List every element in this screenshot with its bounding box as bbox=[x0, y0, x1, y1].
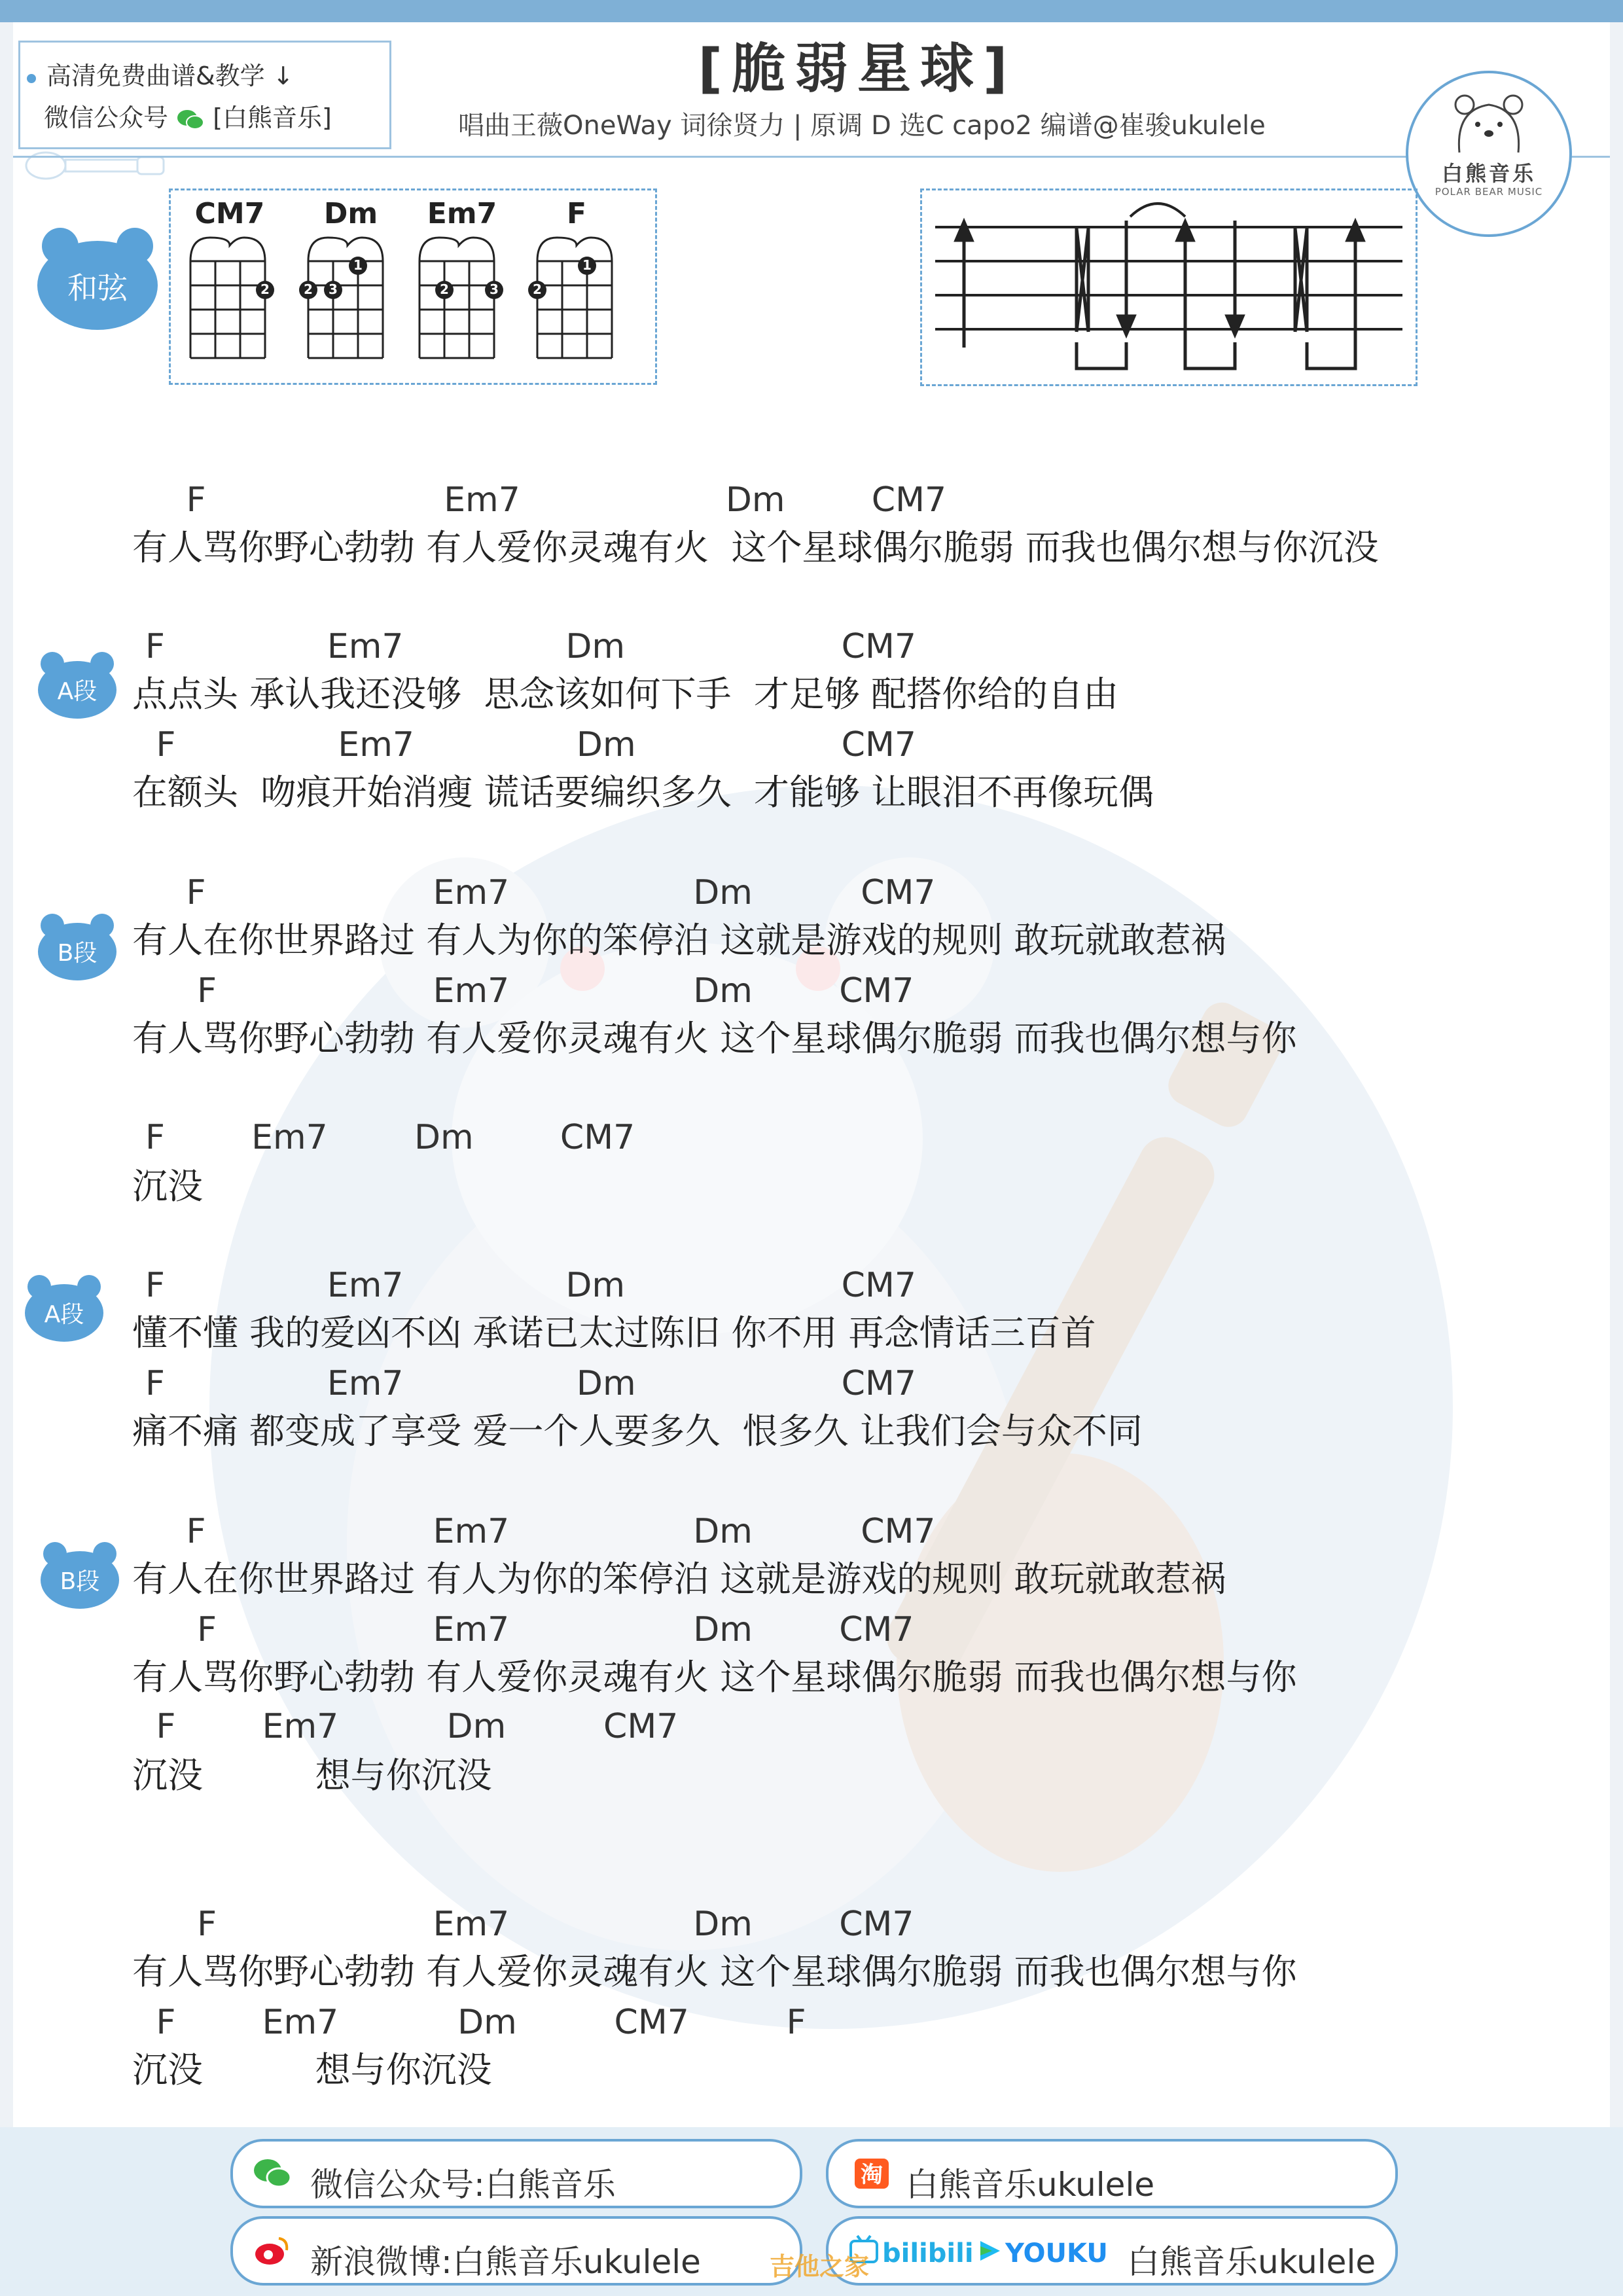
section-badge-label: A段 bbox=[44, 1301, 84, 1328]
chord-line: F Em7 Dm CM7 bbox=[132, 873, 936, 912]
chord-section-badge bbox=[37, 224, 158, 331]
chord-name: Em7 bbox=[427, 197, 497, 230]
taobao-store: 白熊音乐ukulele bbox=[906, 2166, 1155, 2204]
wechat-icon bbox=[253, 2156, 292, 2191]
brand-logo bbox=[1406, 71, 1572, 237]
chord-line: F Em7 Dm CM7 bbox=[145, 1707, 679, 1746]
chord-line: F Em7 Dm CM7 bbox=[132, 1512, 936, 1551]
section-badge-label: A段 bbox=[57, 678, 98, 705]
chord-line: F Em7 Dm CM7 bbox=[132, 1905, 914, 1944]
youku-play-icon bbox=[976, 2233, 1003, 2269]
svg-text:淘: 淘 bbox=[861, 2162, 883, 2188]
promo-brand: [白熊音乐] bbox=[213, 103, 332, 132]
video-pill[interactable] bbox=[826, 2216, 1398, 2286]
chord-name: F bbox=[566, 197, 587, 230]
chord-line: F Em7 Dm CM7 bbox=[145, 725, 916, 764]
promo-line2 bbox=[44, 98, 332, 134]
logo-name-cn: 白熊音乐 bbox=[1441, 161, 1536, 186]
top-bar bbox=[0, 0, 1623, 22]
lyric-line: 沉没 想与你沉没 bbox=[132, 2049, 492, 2090]
chord-line: F Em7 Dm CM7 bbox=[145, 627, 916, 666]
lyric-line: 有人在你世界路过 有人为你的笨停泊 这就是游戏的规则 敢玩就敢惹祸 bbox=[132, 920, 1226, 961]
ukulele-outline-icon bbox=[20, 149, 170, 182]
left-frame bbox=[0, 22, 13, 2130]
chord-line: F Em7 Dm CM7 bbox=[132, 480, 947, 520]
strum-pattern-diagram bbox=[922, 190, 1416, 384]
taobao-pill[interactable] bbox=[826, 2139, 1398, 2208]
promo-wechat-label: 微信公众号 bbox=[44, 103, 169, 132]
song-credits: 唱曲王薇OneWay 词徐贤力 | 原调 D 选C capo2 编谱@崔骏ukulele bbox=[458, 111, 1266, 141]
promo-line1: 高清免费曲谱&教学 ↓ bbox=[46, 62, 294, 90]
wechat-account: 微信公众号:白熊音乐 bbox=[310, 2166, 616, 2204]
chord-name: Dm bbox=[323, 197, 378, 230]
lyric-line: 在额头 吻痕开始消瘦 谎话要编织多久 才能够 让眼泪不再像玩偶 bbox=[132, 772, 1154, 813]
section-badge-label: B段 bbox=[60, 1568, 100, 1595]
lyric-line: 点点头 承认我还没够 思念该如何下手 才足够 配搭你给的自由 bbox=[132, 673, 1118, 715]
finger-number: 3 bbox=[490, 281, 499, 297]
finger-number: 2 bbox=[260, 281, 270, 297]
lyric-line: 有人骂你野心勃勃 有人爱你灵魂有火 这个星球偶尔脆弱 而我也偶尔想与你 bbox=[132, 1951, 1297, 1992]
weibo-account: 新浪微博:白熊音乐ukulele bbox=[310, 2243, 701, 2281]
chord-section-label: 和弦 bbox=[67, 270, 128, 306]
chord-line: F Em7 Dm CM7 bbox=[145, 1118, 635, 1157]
chord-name: CM7 bbox=[194, 197, 265, 230]
promo-box bbox=[18, 41, 391, 149]
chord-line: F Em7 Dm CM7 bbox=[145, 1364, 916, 1403]
lyric-line: 有人骂你野心勃勃 有人爱你灵魂有火 这个星球偶尔脆弱 而我也偶尔想与你沉没 bbox=[132, 527, 1379, 568]
lyric-line: 懂不懂 我的爱凶不凶 承诺已太过陈旧 你不用 再念情话三百首 bbox=[132, 1312, 1096, 1354]
bear-ukulele-watermark bbox=[190, 772, 1472, 2042]
finger-number: 3 bbox=[329, 281, 338, 297]
chord-line: F Em7 Dm CM7 F bbox=[145, 2003, 806, 2042]
chord-diagrams bbox=[169, 188, 657, 385]
fretboard-grids bbox=[171, 190, 655, 383]
header-divider bbox=[13, 156, 1610, 158]
wechat-pill[interactable] bbox=[230, 2139, 802, 2208]
video-account: 白熊音乐ukulele bbox=[1127, 2243, 1376, 2281]
site-watermark: 吉他之家 bbox=[770, 2252, 870, 2281]
logo-name-en: POLAR BEAR MUSIC bbox=[1435, 186, 1543, 198]
lyric-line: 有人骂你野心勃勃 有人爱你灵魂有火 这个星球偶尔脆弱 而我也偶尔想与你 bbox=[132, 1657, 1297, 1698]
youku-logo-text: YOUKU bbox=[1005, 2238, 1108, 2269]
chord-line: F Em7 Dm CM7 bbox=[132, 971, 914, 1011]
chord-line: F Em7 Dm CM7 bbox=[145, 1266, 916, 1305]
lyric-line: 有人在你世界路过 有人为你的笨停泊 这就是游戏的规则 敢玩就敢惹祸 bbox=[132, 1558, 1226, 1600]
strum-pattern bbox=[920, 188, 1418, 386]
chord-line: F Em7 Dm CM7 bbox=[132, 1610, 914, 1649]
polar-bear-icon bbox=[1446, 90, 1531, 156]
lyric-line: 沉没 bbox=[132, 1166, 203, 1207]
lyric-line: 痛不痛 都变成了享受 爱一个人要多久 恨多久 让我们会与众不同 bbox=[132, 1410, 1143, 1452]
bullet-dot-icon bbox=[27, 74, 36, 83]
section-badge-label: B段 bbox=[57, 940, 98, 967]
lyric-line: 有人骂你野心勃勃 有人爱你灵魂有火 这个星球偶尔脆弱 而我也偶尔想与你 bbox=[132, 1018, 1297, 1059]
taobao-icon bbox=[852, 2156, 891, 2191]
right-frame bbox=[1610, 22, 1623, 2130]
section-badge-b bbox=[37, 911, 118, 980]
finger-number: 2 bbox=[533, 281, 542, 297]
finger-number: 1 bbox=[582, 257, 592, 273]
section-badge-b bbox=[39, 1539, 120, 1609]
wechat-icon bbox=[176, 109, 205, 131]
section-badge-a bbox=[24, 1272, 105, 1342]
lyric-line: 沉没 想与你沉没 bbox=[132, 1755, 492, 1796]
bilibili-logo-text: bilibili bbox=[882, 2238, 974, 2269]
finger-number: 1 bbox=[353, 257, 363, 273]
page-title: [脆弱星球] bbox=[698, 38, 1017, 100]
finger-number: 2 bbox=[440, 281, 449, 297]
finger-number: 2 bbox=[304, 281, 313, 297]
weibo-icon bbox=[253, 2233, 292, 2269]
section-badge-a bbox=[37, 649, 118, 719]
weibo-pill[interactable] bbox=[230, 2216, 802, 2286]
